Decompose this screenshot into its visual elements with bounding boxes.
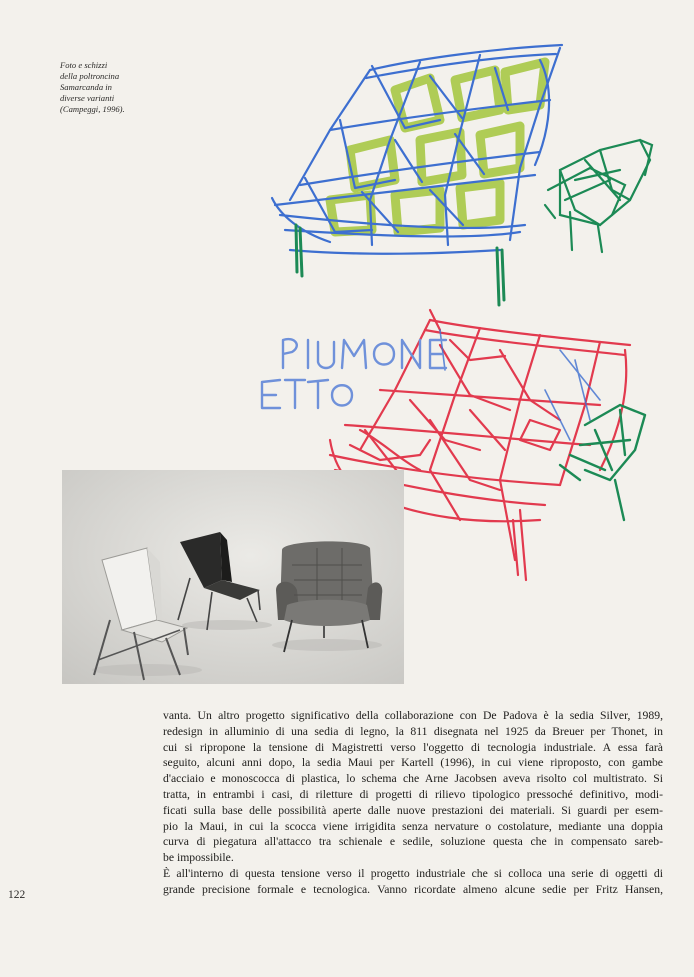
text-line: cui si ripropone la tensione di Magistretti verso l'oggetto di tecnologia industriale. A essa farà (163, 740, 663, 754)
green-small-chair-sketch (545, 140, 652, 252)
text-line: be impossibile. (163, 851, 234, 865)
caption-line: (Campeggi, 1996). (60, 104, 125, 114)
text-line: tratta, in entrambi i casi, di riletture di progetti di rilievo tipologico pressoché definitivo, modi- (163, 787, 663, 801)
text-line: vanta. Un altro progetto significativo della collaborazione con De Padova è la sedia Silver, 1989, (163, 709, 663, 722)
text-line: d'acciaio e monoscocca di plastica, lo schema che Arne Jacobsen aveva risolto col multistrato. Si (163, 772, 663, 786)
chairs-photograph (62, 470, 404, 684)
text-line: curva di piegatura all'attacco tra schienale e sedile, soluzione questa che in compensato sareb- (163, 835, 663, 849)
blue-armchair-sketch (272, 45, 562, 305)
text-line: grande precisione formale e tecnologica. Vanno ricordate almeno alcune sedie per Fritz Hansen, (163, 882, 663, 896)
body-text (163, 708, 663, 898)
text-line: redesign in alluminio di una sedia di legno, la 811 disegnata nel 1925 da Breuer per Thonet, in (163, 724, 663, 738)
text-line: È all'interno di questa tensione verso il progetto industriale che si colloca una serie di oggetti di (163, 866, 663, 880)
blue-handwritten-annotation (262, 339, 446, 408)
text-line: ficati sulla base delle possibilità aperte dalle nuove prestazioni dei materiali. Si guardi per esem- (163, 803, 663, 817)
caption-line: diverse varianti (60, 93, 115, 103)
page-number: 122 (8, 889, 26, 901)
text-line: seguito, alcuni anni dopo, la sedia Maui per Kartell (1996), in cui viene riproposto, con gambe (163, 756, 663, 770)
caption-line: Samarcanda in (60, 82, 112, 92)
photo-image (62, 470, 404, 684)
text-line: pio la Maui, in cui la scocca viene irrigidita senza nervature o costolature, mediante una doppia (163, 819, 663, 833)
caption-line: Foto e schizzi (60, 60, 108, 70)
caption-line: della poltroncina (60, 71, 120, 81)
